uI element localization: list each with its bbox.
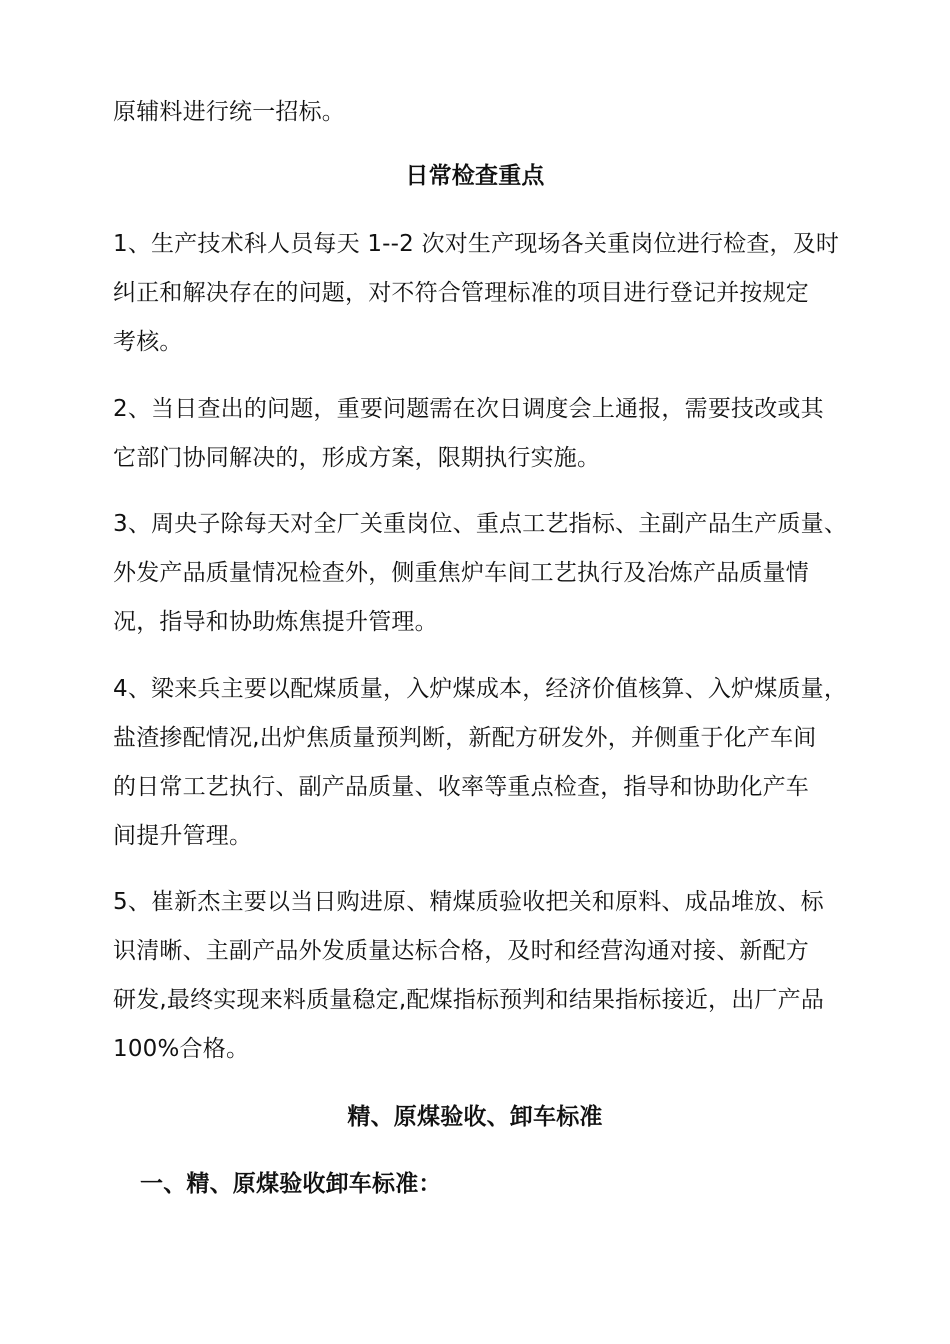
intro-paragraph-tail: 原辅料进行统一招标。: [113, 99, 345, 125]
paragraph-line: 3、周央子除每天对全厂关重岗位、重点工艺指标、主副产品生产质量、: [113, 511, 848, 537]
paragraph-line: 的日常工艺执行、副产品质量、收率等重点检查，指导和协助化产车: [113, 774, 809, 800]
paragraph-line: 况，指导和协助炼焦提升管理。: [113, 609, 438, 635]
paragraph-line: 研发,最终实现来料质量稳定,配煤指标预判和结果指标接近，出厂产品: [113, 987, 825, 1013]
paragraph-line: 2、当日查出的问题，重要问题需在次日调度会上通报，需要技改或其: [113, 396, 824, 422]
paragraph-line: 4、梁来兵主要以配煤质量，入炉煤成本，经济价值核算、入炉煤质量，: [113, 676, 848, 702]
section-heading-coal-acceptance: 精、原煤验收、卸车标准: [347, 1104, 603, 1130]
paragraph-line: 识清晰、主副产品外发质量达标合格，及时和经营沟通对接、新配方: [113, 938, 809, 964]
paragraph-line: 它部门协同解决的，形成方案，限期执行实施。: [113, 445, 601, 471]
paragraph-line: 外发产品质量情况检查外，侧重焦炉车间工艺执行及冶炼产品质量情: [113, 560, 809, 586]
paragraph-line: 间提升管理。: [113, 823, 253, 849]
paragraph-line: 考核。: [113, 329, 183, 355]
paragraph-line: 盐渣掺配情况,出炉焦质量预判断，新配方研发外，并侧重于化产车间: [113, 725, 817, 751]
paragraph-line: 1、生产技术科人员每天 1--2 次对生产现场各关重岗位进行检查，及时: [113, 231, 840, 257]
paragraph-line: 5、崔新杰主要以当日购进原、精煤质验收把关和原料、成品堆放、标: [113, 889, 824, 915]
paragraph-line: 100%合格。: [113, 1036, 250, 1062]
section-heading-daily-inspection: 日常检查重点: [405, 163, 545, 189]
subsection-heading: 一、精、原煤验收卸车标准：: [140, 1171, 442, 1197]
paragraph-line: 纠正和解决存在的问题，对不符合管理标准的项目进行登记并按规定: [113, 280, 809, 306]
